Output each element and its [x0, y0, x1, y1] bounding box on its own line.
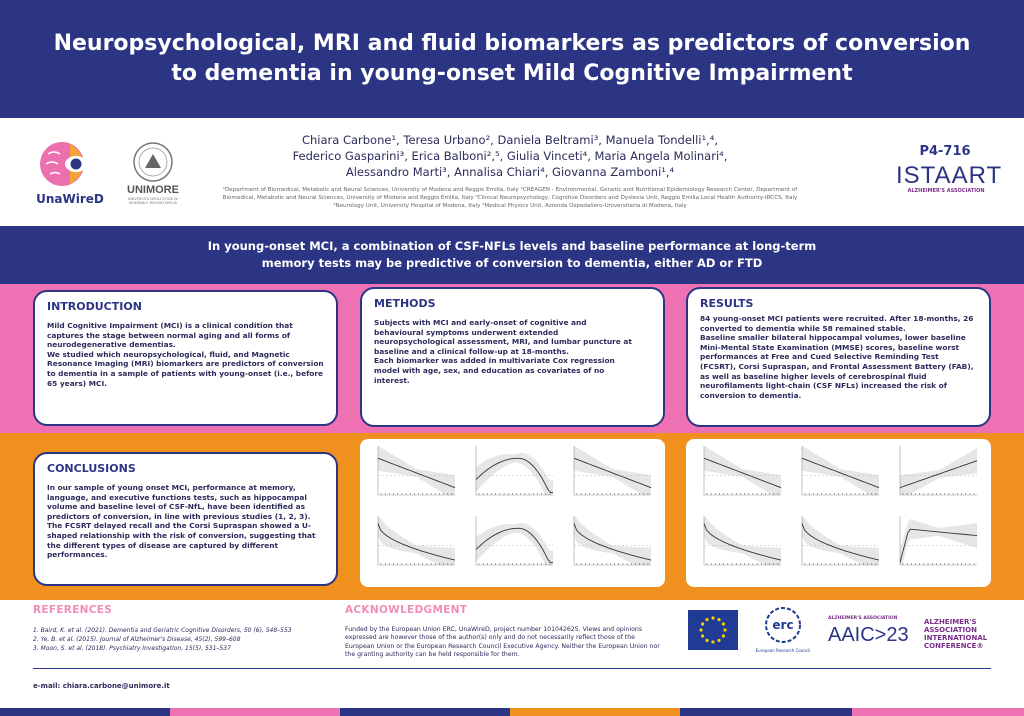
authors-block: [210, 132, 810, 210]
hazard-ratio-plot: [366, 513, 458, 577]
acknowledgment-heading: ACKNOWLEDGMENT: [345, 604, 468, 616]
results-card: [686, 287, 991, 427]
hazard-curve: [704, 458, 781, 487]
results-p2: Baseline smaller bilateral hippocampal volumes, lower baseline Mini-Mental State Examination (MMSE) scores, baseline worst performances at Free and Cued Selective Reminding Test (FCSRT), Corsi Supraspan, and Frontal Assessment Battery (FAB), as well as baseline higher levels of cerebrospinal fluid neurofilaments light-chain (CSF NFLs) increased the risk of conversion to dementia.: [700, 333, 974, 400]
confidence-band: [378, 446, 455, 495]
eu-flag-icon: [688, 610, 738, 650]
results-heading: RESULTS: [700, 297, 754, 310]
istaart-logo: [896, 162, 1003, 194]
istaart-sub: ALZHEIMER'S ASSOCIATION: [907, 188, 985, 194]
hazard-ratio-plot: [464, 513, 556, 577]
conclusions-card: [33, 452, 338, 586]
confidence-band: [900, 519, 977, 565]
hazard-ratio-plot: [888, 513, 980, 577]
authors-line1: Chiara Carbone¹, Teresa Urbano², Daniela Beltrami³, Manuela Tondelli¹,⁴,: [301, 133, 719, 147]
aaic-logo: [828, 612, 998, 656]
hazard-ratio-plot: [464, 443, 556, 507]
hazard-ratio-plot: [562, 513, 654, 577]
results-p1: 84 young-onset MCI patients were recruited. After 18-months, 26 converted to dementia while 58 remained stable.: [700, 314, 974, 333]
confidence-band: [476, 453, 553, 495]
aaic-mark: AAIC>23: [828, 624, 909, 646]
hazard-ratio-plot: [692, 513, 784, 577]
references-heading: REFERENCES: [33, 604, 113, 616]
methods-p2: Each biomarker was added in multivariate Cox regression model with age, sex, and education as covariates of no interest.: [374, 356, 615, 385]
aaic-association: ALZHEIMER'S ASSOCIATION: [828, 616, 898, 621]
authors-line2: Federico Gasparini³, Erica Balboni²,⁵, Giulia Vinceti⁴, Maria Angela Molinari⁴,: [292, 149, 728, 163]
authors-line3: Alessandro Marti³, Annalisa Chiari⁴, Giovanna Zamboni¹,⁴: [345, 165, 675, 179]
introduction-p1: Mild Cognitive Impairment (MCI) is a clinical condition that captures the stage between normal aging and all forms of neurodegenerative dementias.: [47, 321, 293, 350]
conclusions-p1: In our sample of young onset MCI, performance at memory, language, and executive functions tests, such as hippocampal volume and baseline level of CSF-NfL, have been identified as predictors of conversion, in line with previous studies (1, 2, 3).: [47, 483, 311, 521]
confidence-band: [900, 448, 977, 495]
hazard-ratio-plot: [366, 443, 458, 507]
introduction-card: [33, 290, 338, 426]
hazard-ratio-plot: [888, 443, 980, 507]
aaic-text: ALZHEIMER'S ASSOCIATION INTERNATIONAL CONFERENCE®: [924, 618, 988, 650]
hazard-ratio-plot: [562, 443, 654, 507]
introduction-heading: INTRODUCTION: [47, 300, 142, 313]
hazard-ratio-plot: [790, 513, 882, 577]
istaart-name: ISTAART: [896, 162, 1003, 189]
reference-item: 1. Baird, K. et al. (2021). Dementia and Geriatric Cognitive Disorders, 50 (6), 548–553: [33, 627, 292, 634]
bottom-strip: [0, 708, 1024, 716]
methods-card: [360, 287, 665, 427]
footer-divider: [33, 668, 991, 669]
acknowledgment-section: [345, 604, 665, 660]
affiliations: ¹Department of Biomedical, Metabolic and Neural Sciences, University of Modena and Reggio Emilia, Italy ²CREAGEN - Environmental, Genetic and Nutritional Epidemiology Research Center, Department of Biomedical, Metabolic and Neural Sciences, University of Modena and Reggio Emilia, Italy ³Clinical Neuropsychology, Cognitive Disorders and Dyslexia Unit, Reggio Emilia Local Health Authority-IRCCS, Italy ⁴Neurology Unit, University Hospital of Modena, Italy ⁵Medical Physics Unit, Azienda Ospedaliero-Universitaria di Modena, Italy: [222, 187, 798, 209]
poster-title-line1: Neuropsychological, MRI and fluid biomarkers as predictors of conversion: [53, 31, 971, 56]
references-section: [33, 604, 333, 653]
references-list: [33, 626, 333, 653]
erc-logo: [748, 606, 818, 662]
confidence-band: [476, 523, 553, 565]
unawired-logo: [30, 138, 110, 210]
poster-id: P4-716: [919, 144, 971, 159]
unimore-sub: UNIVERSITÀ DEGLI STUDI DI MODENA E REGGIO EMILIA: [127, 197, 179, 206]
hazard-ratio-plot: [692, 443, 784, 507]
title-band: [0, 0, 1024, 118]
confidence-band: [704, 446, 781, 495]
hazard-curve: [378, 458, 455, 487]
hazard-ratio-plot: [790, 443, 882, 507]
unimore-name: UNIMORE: [127, 184, 179, 196]
unimore-seal-icon: [118, 140, 188, 184]
unawired-name: UnaWireD: [36, 192, 104, 206]
unimore-logo: [118, 140, 188, 208]
confidence-band: [574, 446, 651, 495]
hazard-curve: [574, 458, 651, 487]
conclusions-heading: CONCLUSIONS: [47, 462, 136, 475]
poster-title-line2: to dementia in young-onset Mild Cognitive Impairment: [171, 61, 853, 86]
methods-p1: Subjects with MCI and early-onset of cognitive and behavioural symptoms underwent extended neuropsychological assessment, MRI, and lumbar puncture at baseline and a clinical follow-up at 18-months.: [374, 318, 632, 356]
conclusions-p2: The FCSRT delayed recall and the Corsi Supraspan showed a U-shaped relationship with the risk of conversion, suggesting that the different types of disease are captured by different performances.: [47, 521, 316, 560]
reference-item: 2. Ye, B. et al. (2015). Journal of Alzheimer's Disease, 45(2), 599–608: [33, 636, 241, 643]
contact-email: e-mail: chiara.carbone@unimore.it: [33, 682, 170, 690]
introduction-p2: We studied which neuropsychological, fluid, and Magnetic Resonance Imaging (MRI) biomarkers are predictors of conversion to dementia in a sample of patients with young-onset (i.e., before 65 years) MCI.: [47, 349, 324, 388]
reference-item: 3. Moon, S. et al. (2018). Psychiatry Investigation, 15(5), 531–537: [33, 645, 231, 652]
erc-name: erc: [772, 618, 794, 632]
acknowledgment-text: Funded by the European Union ERC, UnaWireD, project number 101042625. Views and opinions expressed are however those of the author(s) only and do not necessarily reflect those of the European Union or the European Research Council Executive Agency. Neither the European Union nor the granting authority can be held responsible for them.: [345, 626, 660, 659]
hazard-curve: [802, 458, 879, 487]
key-message-band: [0, 226, 1024, 284]
key-message: In young-onset MCI, a combination of CSF-NFLs levels and baseline performance at long-term memory tests may be predictive of conversion to dementia, either AD or FTD: [207, 239, 817, 270]
erc-sub: European Research Council: [755, 648, 811, 653]
confidence-band: [802, 446, 879, 495]
methods-heading: METHODS: [374, 297, 436, 310]
